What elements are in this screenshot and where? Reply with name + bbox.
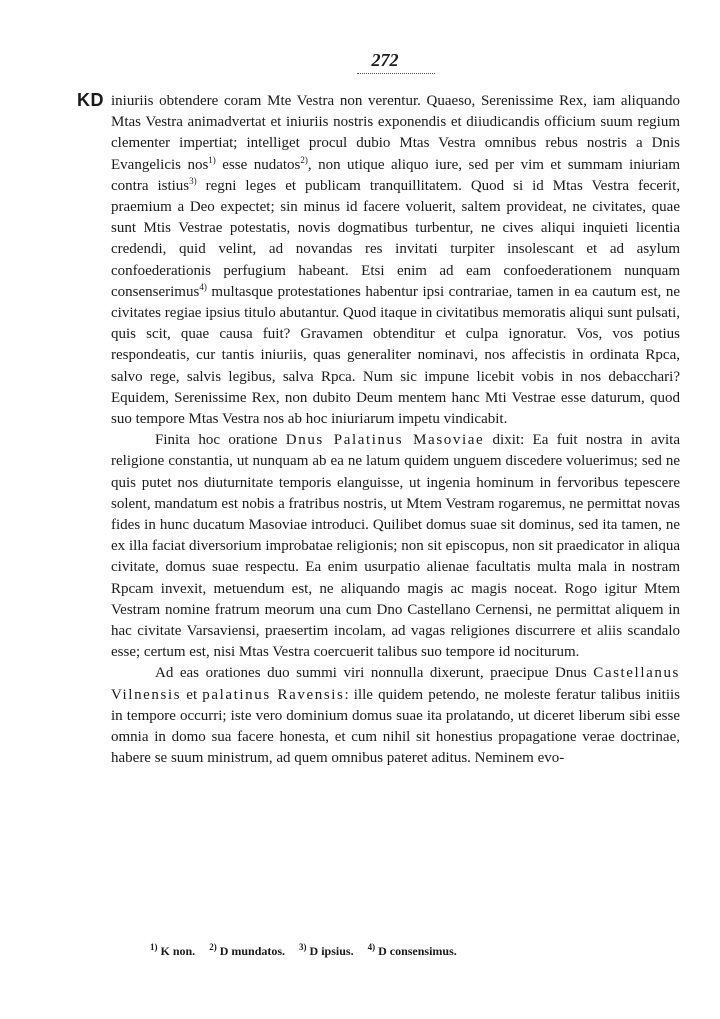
footnote-reference: 1) — [208, 154, 216, 165]
footnote — [368, 944, 457, 958]
margin-label: KD — [77, 90, 104, 110]
text-segment: et — [181, 686, 203, 703]
paragraph — [111, 91, 680, 430]
text-segment: , non utique aliquo iure, sed per vim et summam iniuriam contra istius — [111, 156, 680, 194]
footnote — [299, 944, 354, 958]
page-number-rule — [357, 73, 435, 74]
text-segment: Ad eas orationes duo summi viri nonnulla dixerunt, praecipue Dnus — [155, 665, 594, 682]
text-segment: multasque protestationes habentur ipsi contrariae, tamen in ea cautum est, ne civitates regiae ipsius titulo abutantur. Quod itaque in civitatibus memoratis aliqui sunt pulsati, quis scit, quae causa fuit? Gravamen obtenditur et culpa ignoratur. Vos, vos potius respondeatis, cur tantis iniuriis, quas generaliter nominavi, nos affecistis in ordinata Rpca, salvo rege, salvis legibus, salva Rpca. Num sic impune licebit vobis in nos debacchari? Equidem, Serenissime Rex, non dubito Deum mentem hanc Mti Vestrae esse daturum, quod suo tempore Mtas Vestra nos ab hoc iniuriarum impetu vindicabit. — [111, 283, 680, 428]
page-number: 272 — [371, 50, 399, 70]
text-segment: Finita hoc oratione — [155, 432, 286, 449]
footnote-text: D mundatos. — [219, 944, 286, 958]
speaker-name: Castellanus Vilnensis — [111, 665, 680, 703]
footnote-mark: 4) — [367, 942, 376, 952]
footnote — [150, 944, 195, 958]
text-segment: : ille quidem petendo, ne moleste feratur talibus initiis in tempore occurri; iste vero dominium domus suae ita prolatando, ut diceret liberum sibi esse omnia in domo sua facere honesta, et cum nihil sit honestius propagatione verae doctrinae, habere se suum ministrum, ad quem omnibus pateret aditus. Neminem evo- — [111, 686, 680, 767]
speaker-name: palatinus Ravensis — [202, 686, 345, 703]
speaker-name: Dnus Palatinus Masoviae — [285, 432, 485, 449]
text-segment: dixit: Ea fuit nostra in avita religione constantia, ut nunquam ab ea ne latum quidem unguem discedere voluerimus; sed ne quis putet nos diuturnitate temporis elanguisse, ut ingenia hominum in fervoribus tepescere solent, mandatum est nobis a fratribus nostris, ut Mtem Vestram rogaremus, ne permittat novas fides in hunc ducatum Masoviae introduci. Quilibet domus suae sit dominus, sed ita tamen, ne ex illa faciat diversorium improbatae religionis; non sit episcopus, non sit praedicator in aliqua civitate, domus suae respectu. Ea enim usurpatio alienae facultatis multa mala in nostram Rpcam invexit, metuendum est, ne aliquando magis ac magis noceat. Rogo igitur Mtem Vestram nomine fratrum meorum una cum Dno Castellano Cernensi, ne permittat aliquem in hac civitate Varsaviensi, praesertim incolam, ad vagas religiones discurrere et aliis scandalo esse; certum est, nisi Mtas Vestra coercuerit talibus suo tempore id nociturum. — [111, 432, 680, 661]
footnote-mark: 3) — [299, 942, 307, 952]
footnote-reference: 2) — [300, 154, 308, 165]
footnote-text: K non. — [160, 944, 196, 958]
footnote — [209, 944, 285, 958]
footnotes — [150, 944, 670, 959]
footnote-text: D consensimus. — [378, 944, 457, 958]
body-text — [111, 91, 680, 770]
footnote-text: D ipsius. — [309, 944, 354, 958]
text-segment: regni leges et publicam tranquillitatem. Quod si id Mtas Vestra fecerit, praemium a Deo expectet; sin minus id facere voluerit, saltem provideat, ne civitates, quae sunt Mtis Vestrae potestatis, novis dogmatibus turbentur, ne cives aliqui inquieti licentia credendi, quid velint, ad novandas res invitati turpiter insolescant et ad asylum confoederationis perfugium habeant. Etsi enim ad eam confoederationem nunquam consenserimus — [111, 177, 681, 300]
footnote-reference: 3) — [189, 175, 197, 186]
text-segment: esse nudatos — [215, 156, 301, 173]
footnote-mark: 1) — [150, 942, 158, 952]
footnote-mark: 2) — [209, 942, 217, 952]
paragraph — [111, 430, 680, 663]
text-segment: iniuriis obtendere coram Mte Vestra non verentur. Quaeso, Serenissime Rex, iam aliquando Mtas Vestra animadvertat et iniuriis nostris exponendis et diiudicandis officium suum regium clementer impertiat; intelliget procul dubio Mtas Vestra omnibus rebus nostris a Dnis Evangelicis nos — [111, 93, 680, 173]
paragraph — [111, 663, 680, 769]
footnote-reference: 4) — [199, 281, 207, 292]
